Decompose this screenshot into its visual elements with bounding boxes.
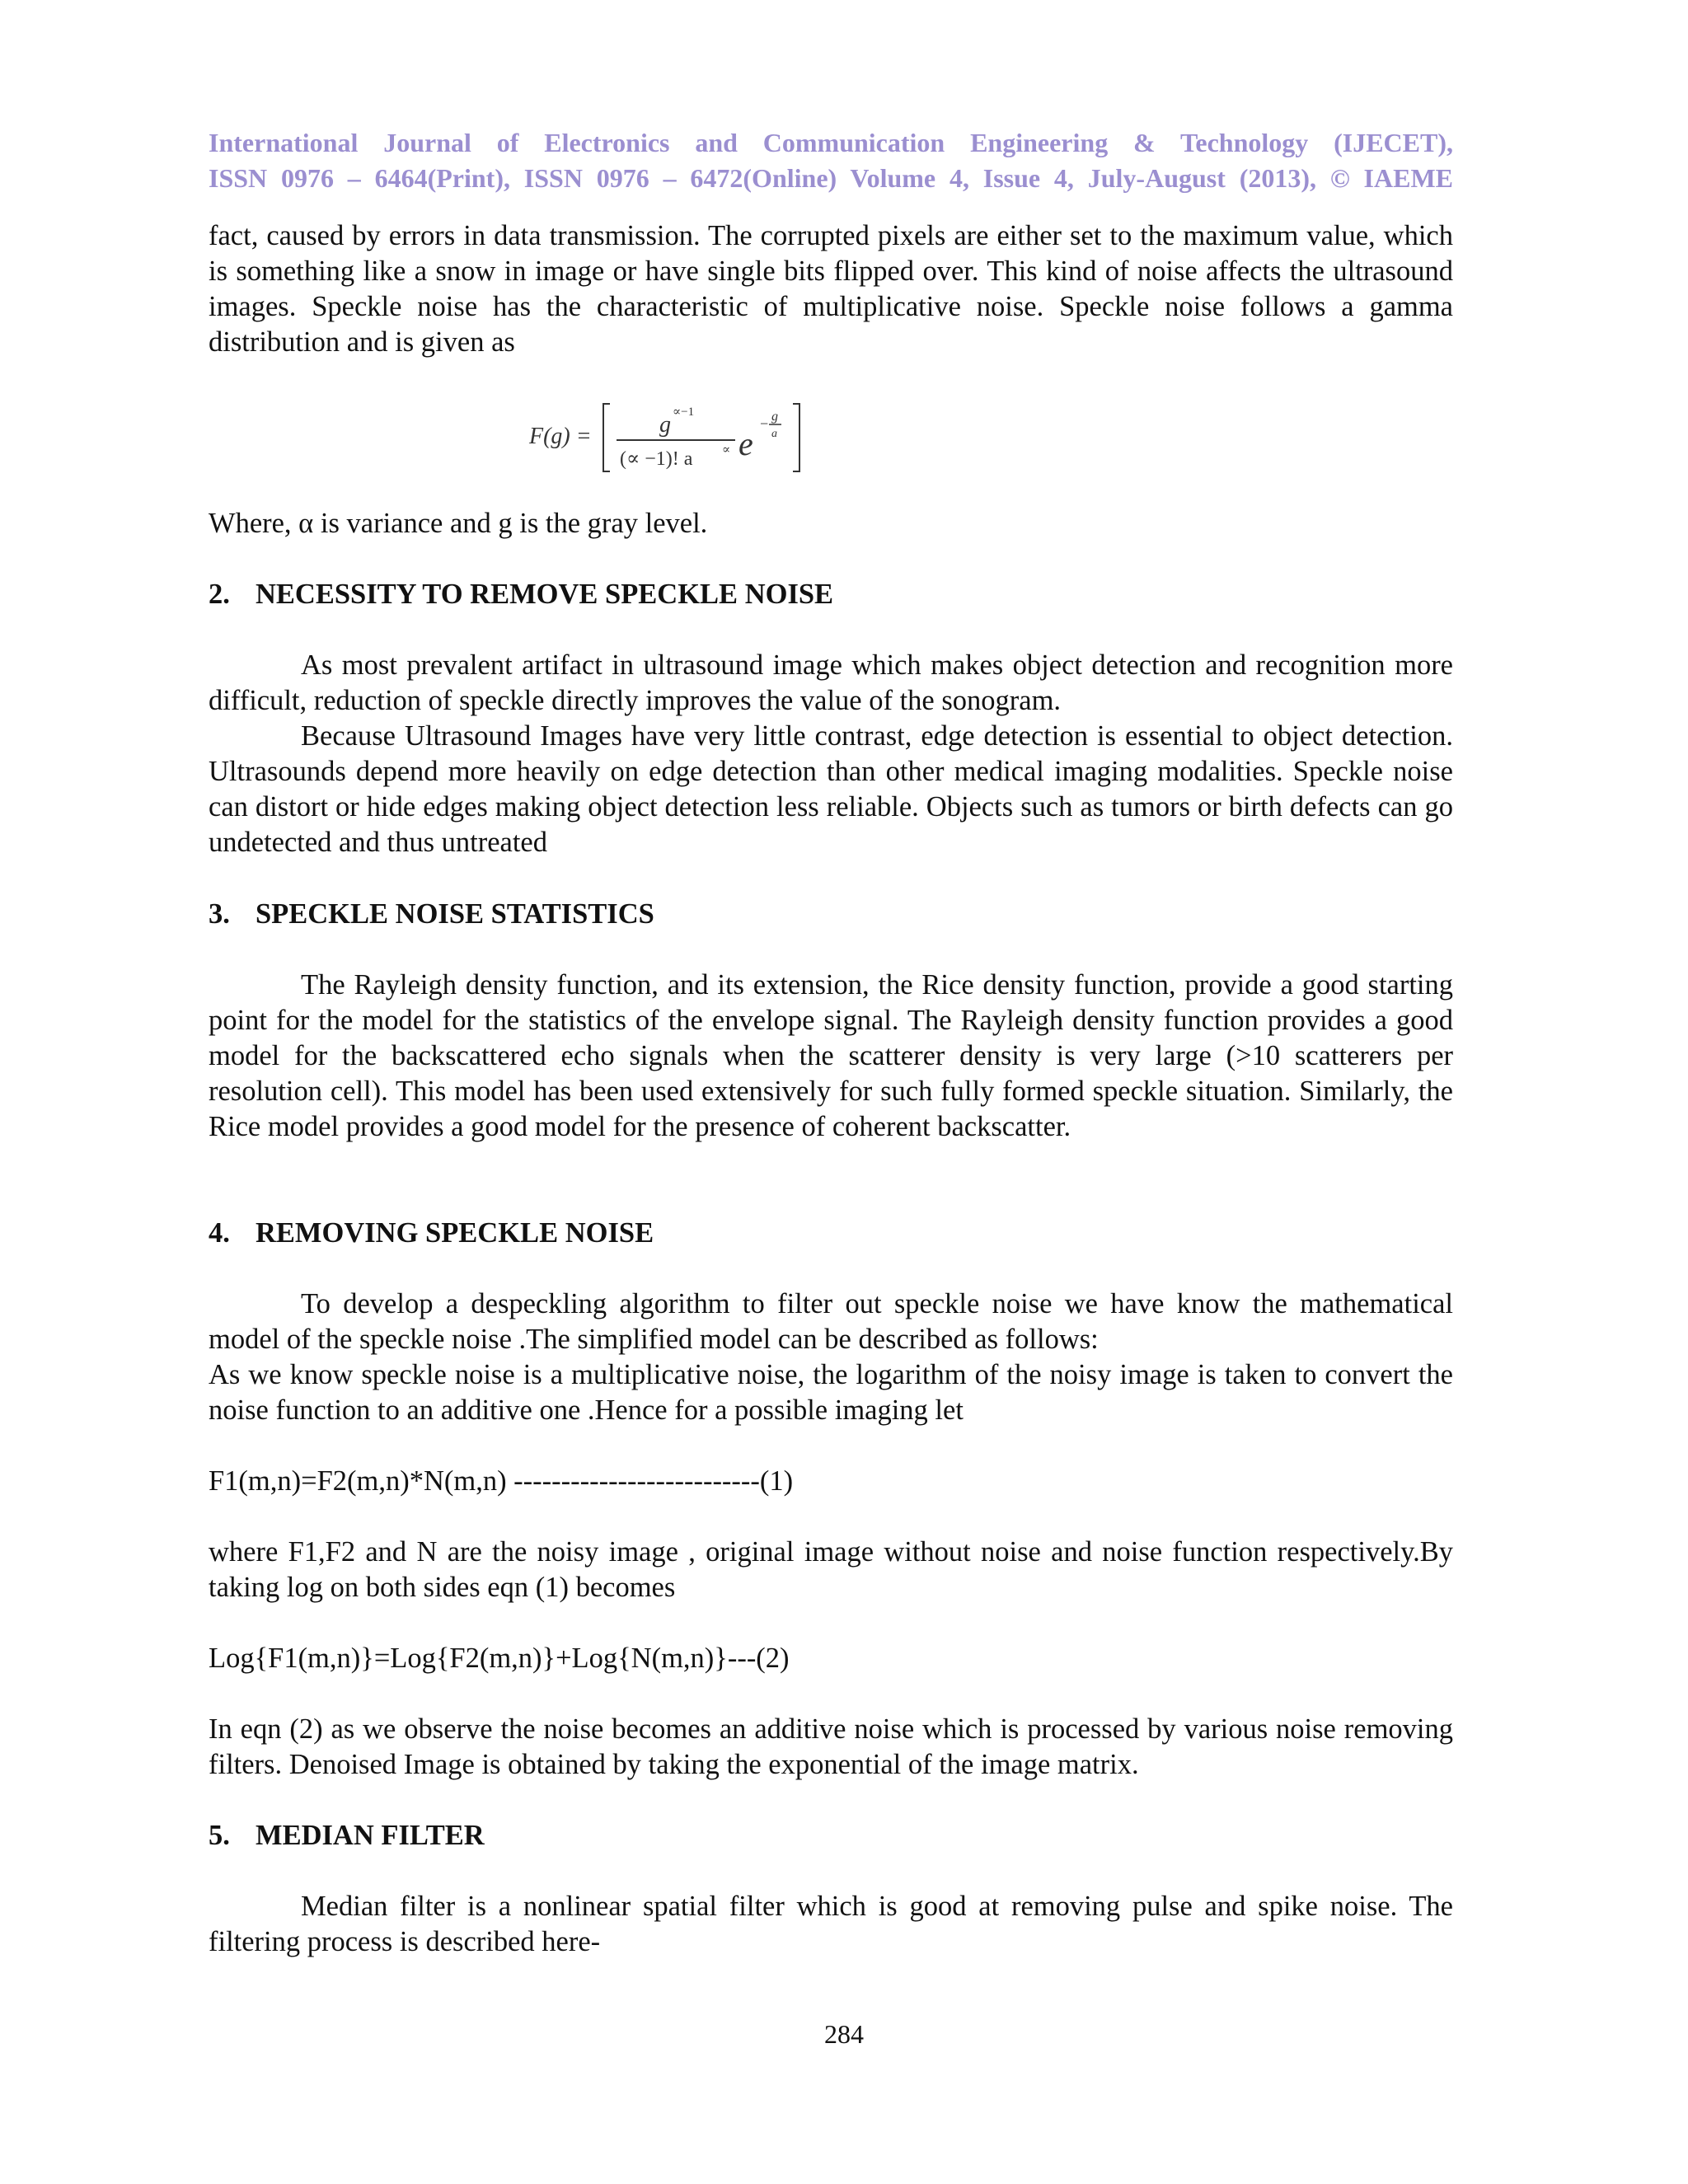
intro-paragraph: fact, caused by errors in data transmission. The corrupted pixels are either set to the maximum value, which is something like a snow in image or have single bits flipped over. This kind of noise affects the ultrasound images. Speckle noise has the characteristic of multiplicative noise. Speckle noise follows a gamma distribution and is given as — [209, 220, 1453, 358]
formula-denominator-exp: ∝ — [722, 443, 731, 457]
equation-1: F1(m,n)=F2(m,n)*N(m,n) --------------------------(1) — [209, 1465, 794, 1497]
formula-exp-base: e — [738, 425, 753, 462]
section-3-heading — [209, 897, 654, 932]
section-5-paragraph-1: Median filter is a nonlinear spatial filter which is good at removing pulse and spike noise. The filtering process is described here- — [209, 1891, 1453, 1957]
section-2-paragraph-1: As most prevalent artifact in ultrasound image which makes object detection and recognition more difficult, reduction of speckle directly improves the value of the sonogram. — [209, 649, 1453, 716]
section-4-paragraph-3: where F1,F2 and N are the noisy image , original image without noise and noise function respectively.By taking log on both sides eqn (1) becomes — [209, 1536, 1453, 1603]
gamma-distribution-formula — [528, 396, 808, 478]
section-4-heading — [209, 1216, 654, 1251]
section-2-paragraph-2: Because Ultrasound Images have very little contrast, edge detection is essential to object detection. Ultrasounds depend more heavily on edge detection than other medical imaging modalities. Speckle noise can distort or hide edges making object detection less reliable. Objects such as tumors or birth defects can go undetected and thus untreated — [209, 720, 1453, 858]
section-3-paragraph-1: The Rayleigh density function, and its extension, the Rice density function, provide a good starting point for the model for the statistics of the envelope signal. The Rayleigh density function provides a good model for the backscattered echo signals when the scatterer density is very large (>10 scatterers per resolution cell). This model has been used extensively for such fully formed speckle situation. Similarly, the Rice model provides a good model for the presence of coherent backscatter. — [209, 969, 1453, 1142]
section-2-title: NECESSITY TO REMOVE SPECKLE NOISE — [256, 579, 834, 610]
section-5-title: MEDIAN FILTER — [256, 1820, 485, 1851]
formula-exp-num: g — [771, 410, 778, 424]
formula-numerator-base: g — [659, 412, 671, 438]
journal-header — [209, 125, 1453, 196]
section-2-heading — [209, 577, 833, 612]
section-4-paragraph-1: To develop a despeckling algorithm to filter out speckle noise we have know the mathematical model of the speckle noise .The simplified model can be described as follows: — [209, 1288, 1453, 1355]
section-4-number: 4. — [209, 1217, 230, 1249]
section-4-title: REMOVING SPECKLE NOISE — [256, 1217, 654, 1249]
where-line: Where, α is variance and g is the gray level. — [209, 508, 708, 539]
section-5-number: 5. — [209, 1820, 230, 1851]
page-number: 284 — [824, 2019, 864, 2049]
formula-numerator-exp: ∝−1 — [673, 405, 695, 419]
section-2-number: 2. — [209, 579, 230, 610]
section-4-paragraph-2: As we know speckle noise is a multiplicative noise, the logarithm of the noisy image is taken to convert the noise function to an additive one .Hence for a possible imaging let — [209, 1359, 1453, 1426]
formula-exp-sign: − — [760, 415, 769, 432]
section-5-heading — [209, 1818, 485, 1854]
formula-lhs: F(g) = — [529, 424, 592, 449]
journal-header-line2: ISSN 0976 – 6464(Print), ISSN 0976 – 6472(Online) Volume 4, Issue 4, July-August (2013), © IAEME — [209, 163, 1453, 193]
journal-header-line1: International Journal of Electronics and Communication Engineering & Technology (IJECET), — [209, 128, 1453, 157]
formula-denominator: (∝ −1)! a — [620, 448, 693, 470]
section-3-number: 3. — [209, 898, 230, 930]
section-4-paragraph-4: In eqn (2) as we observe the noise becomes an additive noise which is processed by various noise removing filters. Denoised Image is obtained by taking the exponential of the image matrix. — [209, 1713, 1453, 1780]
formula-exp-den: a — [771, 428, 777, 440]
section-3-title: SPECKLE NOISE STATISTICS — [256, 898, 654, 930]
equation-2: Log{F1(m,n)}=Log{F2(m,n)}+Log{N(m,n)}---(2) — [209, 1643, 790, 1674]
